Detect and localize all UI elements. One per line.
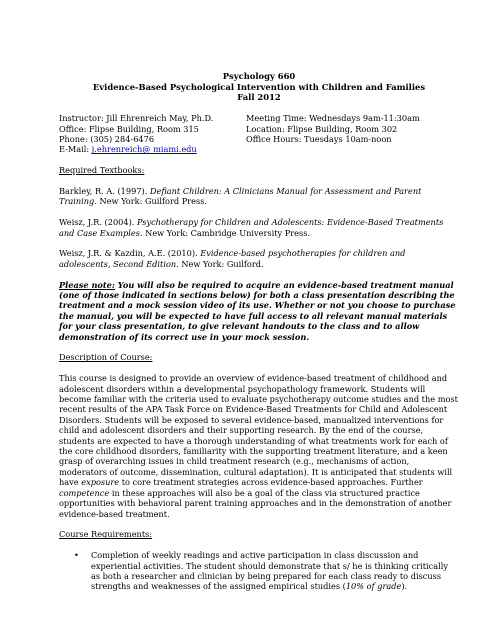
description-part-1: This course is designed to provide an overview of evidence-based treatment of childhood and adolescent disorders within a developmental psychopathology framework. Students will become familiar with the criteria used to evaluate psychotherapy outcome studies and the most recent results of the APA Task Force on Evidence-Based Treatments for Child and Adolescent Disorders. Students will be exposed to several evidence-based, manualized interventions for child and adolescent disorders and their supporting research. By the end of the course, students are expected to have a thorough understanding of what treatments work for each of the core childhood disorders, familiarity with the supporting treatment literature, and a keen grasp of overarching issues in child treatment research (e.g., mechanisms of action, moderators of outcome, dissemination, cultural adaptation). It is anticipated that students will have <box>59 373 458 488</box>
textbook-author: Weisz, J.R. & Kazdin, A.E. (2010). <box>59 248 201 259</box>
textbook-item <box>59 248 459 269</box>
textbooks-heading: Required Textbooks: <box>59 165 145 176</box>
note-label: Please note: <box>59 279 115 290</box>
textbook-publisher: . New York: Guilford Press. <box>94 196 208 207</box>
email-link[interactable]: j.ehrenreich@ miami.edu <box>91 144 197 155</box>
requirements-heading: Course Requirements: <box>59 529 153 540</box>
textbook-item <box>59 186 459 207</box>
course-term: Fall 2012 <box>237 92 281 103</box>
textbook-publisher: . New York: Guilford. <box>176 258 264 269</box>
textbook-author: Weisz, J.R. (2004). <box>59 217 137 228</box>
instructor-office: Office: Flipse Building, Room 315 <box>59 123 199 134</box>
meeting-time: Meeting Time: Wednesdays 9am-11:30am <box>246 113 420 124</box>
textbook-title: Evidence-based psychotherapies for children and adolescents, Second Edition <box>59 248 406 269</box>
bullet-icon: • <box>74 550 79 561</box>
description-part-3: in these approaches will also be a goal of the class via structured practice opportunities with behavioral parent training approaches and in the demonstration of another evidence-based treatment. <box>59 487 452 519</box>
textbook-title: Psychotherapy for Children and Adolescents: Evidence-Based Treatments and Case Examples <box>59 217 444 238</box>
note-text: You will also be required to acquire an evidence-based treatment manual (one of those indicated in sections below) for both a class presentation describing the treatment and a mock session video of its use. Whether or not you choose to purchase the manual, you will be expected to have full access to all relevant manual materials for your class presentation, to give relevant handouts to the class and to allow demonstration of its correct use in your mock session. <box>59 279 456 342</box>
requirements-list <box>59 550 459 592</box>
course-description <box>59 373 459 519</box>
competence-emphasis: competence <box>59 487 110 498</box>
requirement-end: ). <box>401 581 408 592</box>
course-number: Psychology 660 <box>222 71 296 81</box>
syllabus-page <box>59 71 459 592</box>
textbook-author: Barkley, R. A. (1997). <box>59 185 150 196</box>
course-title: Evidence-Based Psychological Intervention with Children and Families <box>92 81 426 92</box>
textbook-publisher: . New York: Cambridge University Press. <box>139 227 311 238</box>
instructor-name: Instructor: Jill Ehrenreich May, Ph.D. <box>59 113 214 124</box>
instructor-email-line <box>59 144 246 154</box>
textbook-title: Defiant Children: A Clinicians Manual for Assessment and Parent Training <box>59 185 422 207</box>
email-label: E-Mail: <box>59 144 92 155</box>
grade-weight: 10% of grade <box>345 581 402 592</box>
instructor-info <box>59 113 246 155</box>
contact-block <box>59 113 459 155</box>
list-item <box>74 550 459 592</box>
textbook-item <box>59 217 459 238</box>
requirement-text: Completion of weekly readings and active participation in class discussion and experiential activities. The student should demonstrate that s/ he is thinking critically as both a researcher and clinician by being prepared for each class ready to discuss strengths and weaknesses of the assigned empirical studies ( <box>91 550 448 592</box>
description-part-2: to core treatment strategies across evidence-based approaches. Further <box>119 477 423 488</box>
office-hours: Office Hours: Tuesdays 10am-noon <box>246 133 392 144</box>
description-heading: Description of Course: <box>59 352 153 363</box>
class-location: Location: Flipse Building, Room 302 <box>246 123 398 134</box>
instructor-phone: Phone: (305) 284-6476 <box>59 133 155 144</box>
syllabus-header <box>59 71 459 103</box>
class-info <box>246 113 459 155</box>
exposure-emphasis: exposure <box>81 477 120 488</box>
manual-note <box>59 280 459 342</box>
